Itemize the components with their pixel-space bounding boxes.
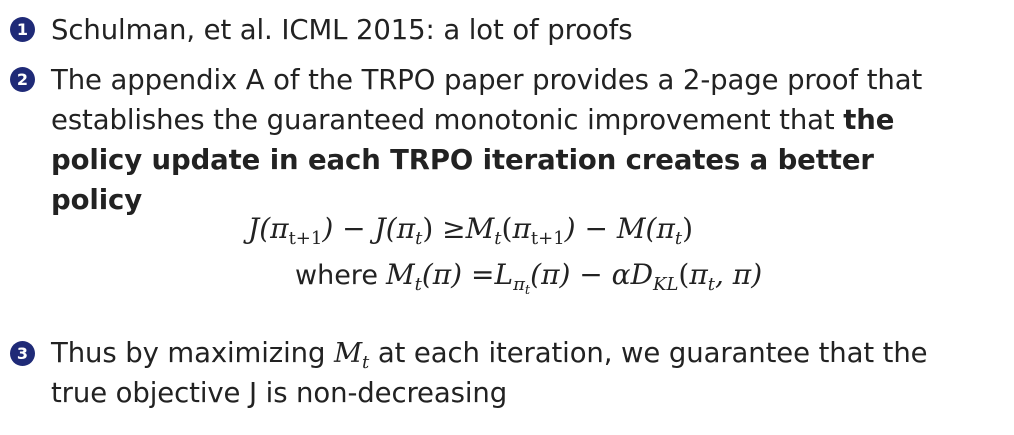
item-2-text bbox=[51, 60, 974, 220]
eq1-M-sub: t bbox=[494, 228, 502, 249]
eq1-sub-t1-b: t+1 bbox=[530, 228, 565, 249]
eq2-L-arg: (π) − α bbox=[530, 258, 631, 291]
eq2-D-open: ( bbox=[678, 258, 690, 291]
item-2-text-bold: the policy update in each TRPO iteration creates a better policy bbox=[51, 104, 895, 216]
item-3-math-M: M bbox=[333, 337, 363, 369]
item-3-text-b: at each iteration, we guarantee that the true objective J is non-decreasing bbox=[51, 337, 928, 409]
bullet-number-3: 3 bbox=[10, 341, 35, 366]
eq2-L: L bbox=[494, 258, 514, 291]
eq1-sub-t1: t+1 bbox=[288, 228, 323, 249]
eq2-where: where bbox=[295, 260, 378, 291]
eq1-pi-2: π bbox=[396, 212, 416, 245]
eq2-pi-sub-t: t bbox=[707, 274, 715, 295]
list-item-2 bbox=[10, 60, 974, 220]
eq2-arg: (π) = bbox=[421, 258, 495, 291]
item-3-text-a: Thus by maximizing bbox=[51, 337, 334, 369]
eq1-geq: ) ≥ bbox=[422, 212, 466, 245]
eq1-mid-a: ) − J( bbox=[322, 212, 397, 245]
bullet-number-2: 2 bbox=[10, 67, 35, 92]
item-3-math-sub: t bbox=[362, 352, 370, 373]
list-item-3 bbox=[10, 333, 974, 413]
eq1-end: ) bbox=[682, 212, 694, 245]
eq1-pi-1: π bbox=[270, 212, 289, 245]
eq1-pi-4: π bbox=[656, 212, 675, 245]
item-2-text-regular: The appendix A of the TRPO paper provides a 2-page proof that establishes the guaranteed monotonic improvement that bbox=[51, 64, 923, 136]
eq2-pi: π bbox=[689, 258, 708, 291]
eq2-D: D bbox=[630, 258, 654, 291]
eq2-M-sub: t bbox=[414, 274, 422, 295]
eq1-pi-3: π bbox=[512, 212, 531, 245]
eq2-L-sub-pi: π bbox=[513, 274, 525, 295]
eq1-mid-d: ) − M( bbox=[564, 212, 657, 245]
eq1-j-open: J( bbox=[248, 212, 271, 245]
eq2-L-sub-t: t bbox=[524, 283, 531, 298]
eq1-M: M bbox=[465, 212, 495, 245]
eq2-D-close: , π) bbox=[715, 258, 763, 291]
list-item-1 bbox=[10, 10, 974, 50]
item-3-text bbox=[51, 333, 974, 413]
eq1-sub-t-b: t bbox=[674, 228, 683, 249]
eq1-paren-open: ( bbox=[501, 212, 513, 245]
bullet-number-1: 1 bbox=[10, 17, 35, 42]
item-1-text: Schulman, et al. ICML 2015: a lot of proofs bbox=[51, 14, 633, 46]
eq1-sub-t: t bbox=[415, 228, 423, 249]
eq2-M: M bbox=[385, 258, 415, 291]
eq2-D-sub: KL bbox=[653, 274, 679, 295]
